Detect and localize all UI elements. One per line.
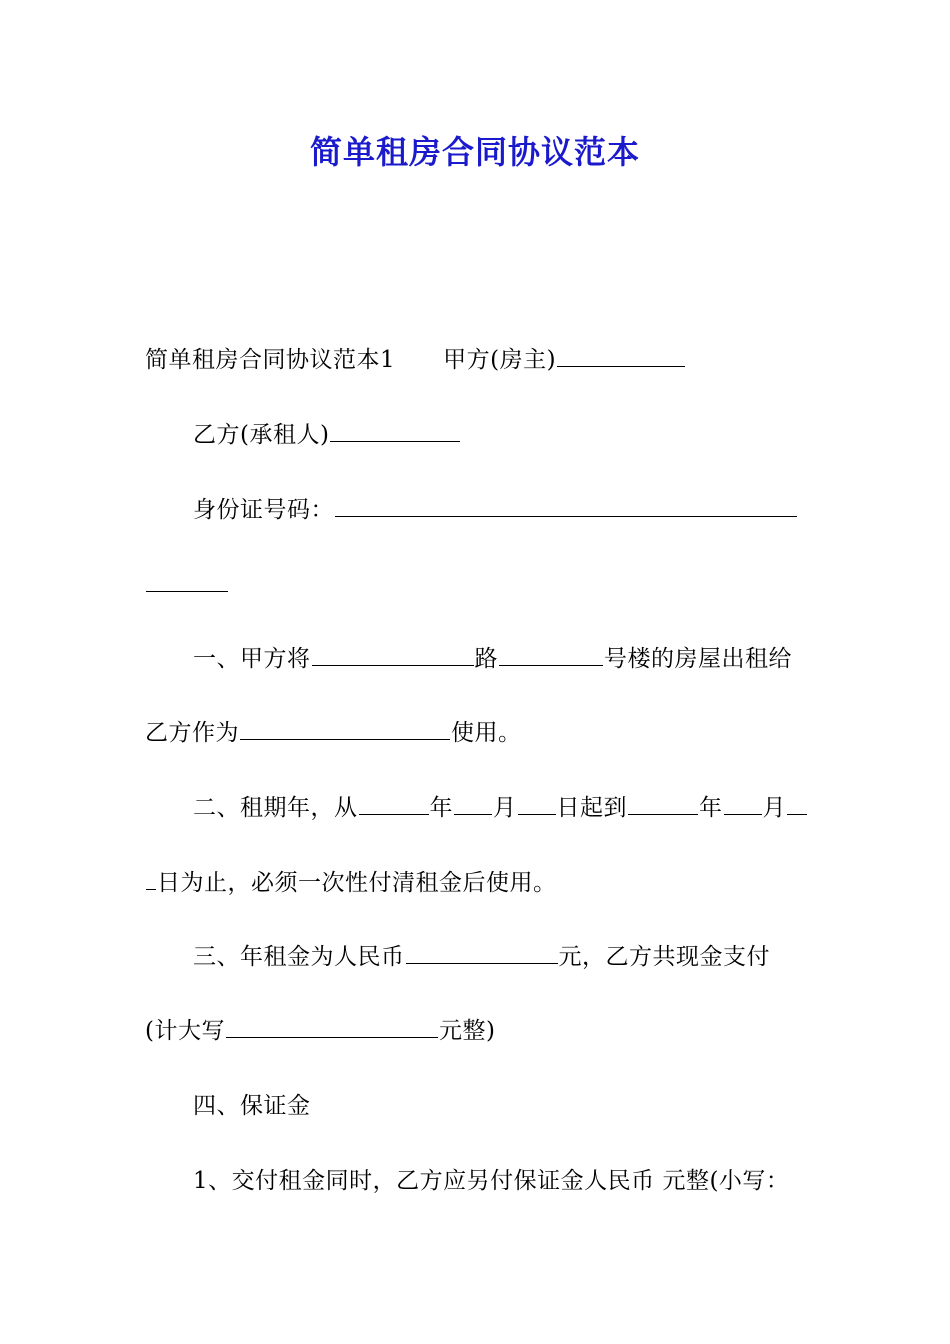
id-number-blank-continued[interactable] xyxy=(146,569,228,592)
clause-2-text-a: 二、租期年，从 xyxy=(193,795,358,821)
clause-1-line-2 xyxy=(145,716,522,750)
clause-1-text-d: 乙方作为 xyxy=(145,720,239,746)
clause-1-text-a: 一、甲方将 xyxy=(193,646,311,672)
rent-amount-blank[interactable] xyxy=(406,941,558,964)
subtitle-text: 简单租房合同协议范本1 xyxy=(145,347,396,373)
party-b-blank[interactable] xyxy=(330,419,460,442)
line-party-a xyxy=(145,343,686,377)
clause-2-line-2 xyxy=(145,866,557,900)
clause-2-text-e: 年 xyxy=(699,795,723,821)
line-party-b xyxy=(193,418,461,452)
clause-2-text-g: 日为止，必须一次性付清租金后使用。 xyxy=(157,870,557,896)
clause-4-item-1 xyxy=(193,1164,789,1198)
clause-2-text-c: 月 xyxy=(493,795,517,821)
party-b-label: 乙方(承租人) xyxy=(193,422,330,448)
clause-4-heading xyxy=(193,1089,311,1123)
clause-3-text-c: (计大写 xyxy=(145,1018,225,1044)
clause-3-text-b: 元，乙方共现金支付 xyxy=(558,944,770,970)
clause-4-text: 四、保证金 xyxy=(193,1093,311,1119)
usage-blank[interactable] xyxy=(240,717,450,740)
rent-uppercase-blank[interactable] xyxy=(226,1015,438,1038)
start-day-blank[interactable] xyxy=(518,792,556,815)
end-day-blank[interactable] xyxy=(787,792,807,815)
end-year-blank[interactable] xyxy=(628,792,698,815)
party-a-label: 甲方(房主) xyxy=(443,347,557,373)
clause-2-text-f: 月 xyxy=(762,795,786,821)
clause-1-text-e: 使用。 xyxy=(451,720,522,746)
clause-3-line-2 xyxy=(145,1014,495,1048)
line-id-number xyxy=(193,493,798,527)
clause-1-text-b: 路 xyxy=(474,646,498,672)
end-month-blank[interactable] xyxy=(724,792,762,815)
clause-3-line-1 xyxy=(193,940,770,974)
start-month-blank[interactable] xyxy=(454,792,492,815)
party-a-blank[interactable] xyxy=(557,344,685,367)
clause-3-text-a: 三、年租金为人民币 xyxy=(193,944,405,970)
clause-4-item-1-text: 1、交付租金同时，乙方应另付保证金人民币 元整(小写： xyxy=(193,1168,790,1194)
clause-3-text-d: 元整) xyxy=(438,1018,496,1044)
clause-1-line-1 xyxy=(193,642,792,676)
building-blank[interactable] xyxy=(499,643,603,666)
clause-2-text-b: 年 xyxy=(429,795,453,821)
id-number-blank[interactable] xyxy=(335,494,797,517)
road-blank[interactable] xyxy=(312,643,474,666)
clause-2-text-d: 日起到 xyxy=(556,795,627,821)
clause-1-text-c: 号楼的房屋出租给 xyxy=(604,646,792,672)
line-id-number-cont xyxy=(145,568,229,602)
start-year-blank[interactable] xyxy=(359,792,429,815)
clause-2-line-1 xyxy=(193,791,808,825)
document-title: 简单租房合同协议范本 xyxy=(309,133,640,171)
id-number-label: 身份证号码： xyxy=(193,497,334,523)
end-day-blank-continued[interactable] xyxy=(146,867,156,890)
